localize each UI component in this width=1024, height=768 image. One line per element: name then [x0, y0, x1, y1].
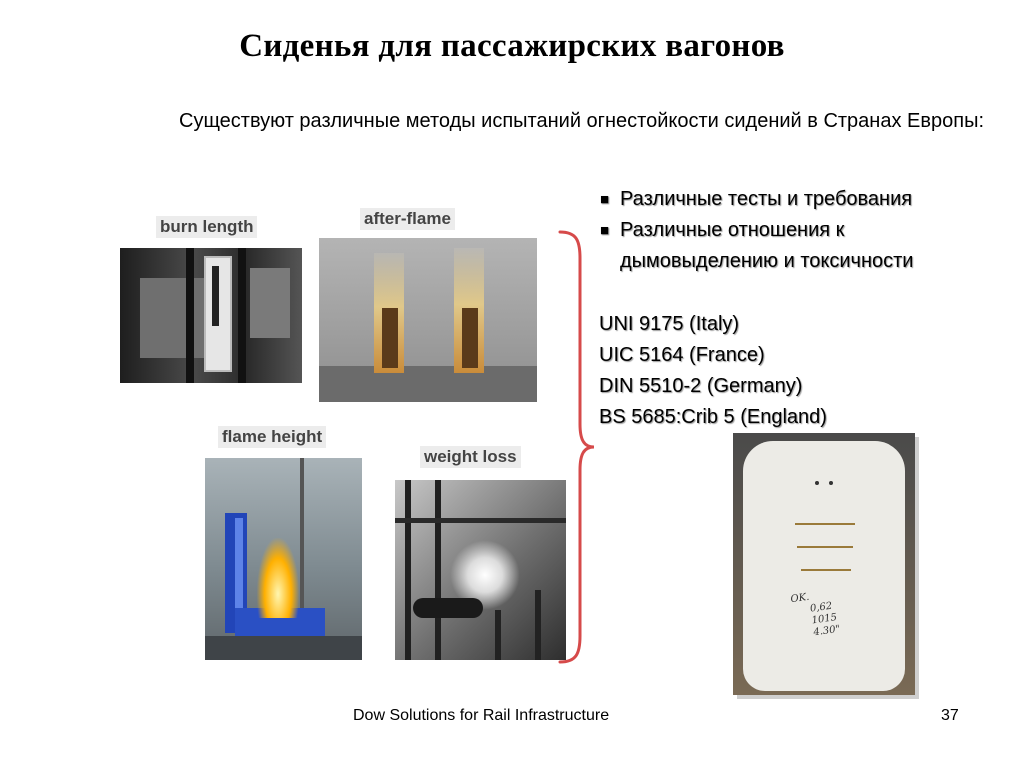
after-flame-caption: after-flame	[360, 208, 455, 230]
burn-length-caption: burn length	[156, 216, 257, 238]
bullet-continuation	[599, 246, 913, 277]
bullet-text: дымовыделению и токсичности	[620, 250, 914, 272]
standards-list	[599, 309, 827, 433]
bullet-text: Различные тесты и требования	[620, 188, 913, 210]
standard-item: BS 5685:Crib 5 (England)	[599, 406, 827, 428]
seat-annotation-line: 0,62	[809, 600, 833, 615]
seat-shell-photo	[733, 433, 915, 695]
seat-annotation-line: 1015	[811, 612, 838, 627]
bullet-item	[599, 215, 913, 246]
seat-annotation	[790, 588, 841, 642]
square-bullet-icon: ■	[600, 222, 610, 239]
flame-height-photo	[205, 458, 362, 660]
seat-annotation-line: OK.	[789, 591, 811, 606]
weight-loss-caption: weight loss	[420, 446, 521, 468]
page-number: 37	[941, 707, 959, 724]
standard-item: UIC 5164 (France)	[599, 344, 765, 366]
standard-item: UNI 9175 (Italy)	[599, 313, 740, 335]
burn-length-photo	[120, 248, 302, 383]
weight-loss-photo	[395, 480, 566, 660]
flame-height-caption: flame height	[218, 426, 326, 448]
bullet-item	[599, 184, 913, 215]
square-bullet-icon: ■	[600, 191, 610, 208]
after-flame-photo	[319, 238, 537, 402]
footer-text: Dow Solutions for Rail Infrastructure	[353, 707, 610, 724]
standard-item: DIN 5510-2 (Germany)	[599, 375, 803, 397]
bullet-list	[599, 184, 913, 277]
intro-text: Существуют различные методы испытаний огнестойкости сидений в Странах Европы:	[179, 110, 984, 132]
seat-annotation-line: 4.30"	[812, 623, 841, 639]
slide-title: Сиденья для пассажирских вагонов	[239, 28, 785, 64]
bullet-text: Различные отношения к	[620, 219, 845, 241]
